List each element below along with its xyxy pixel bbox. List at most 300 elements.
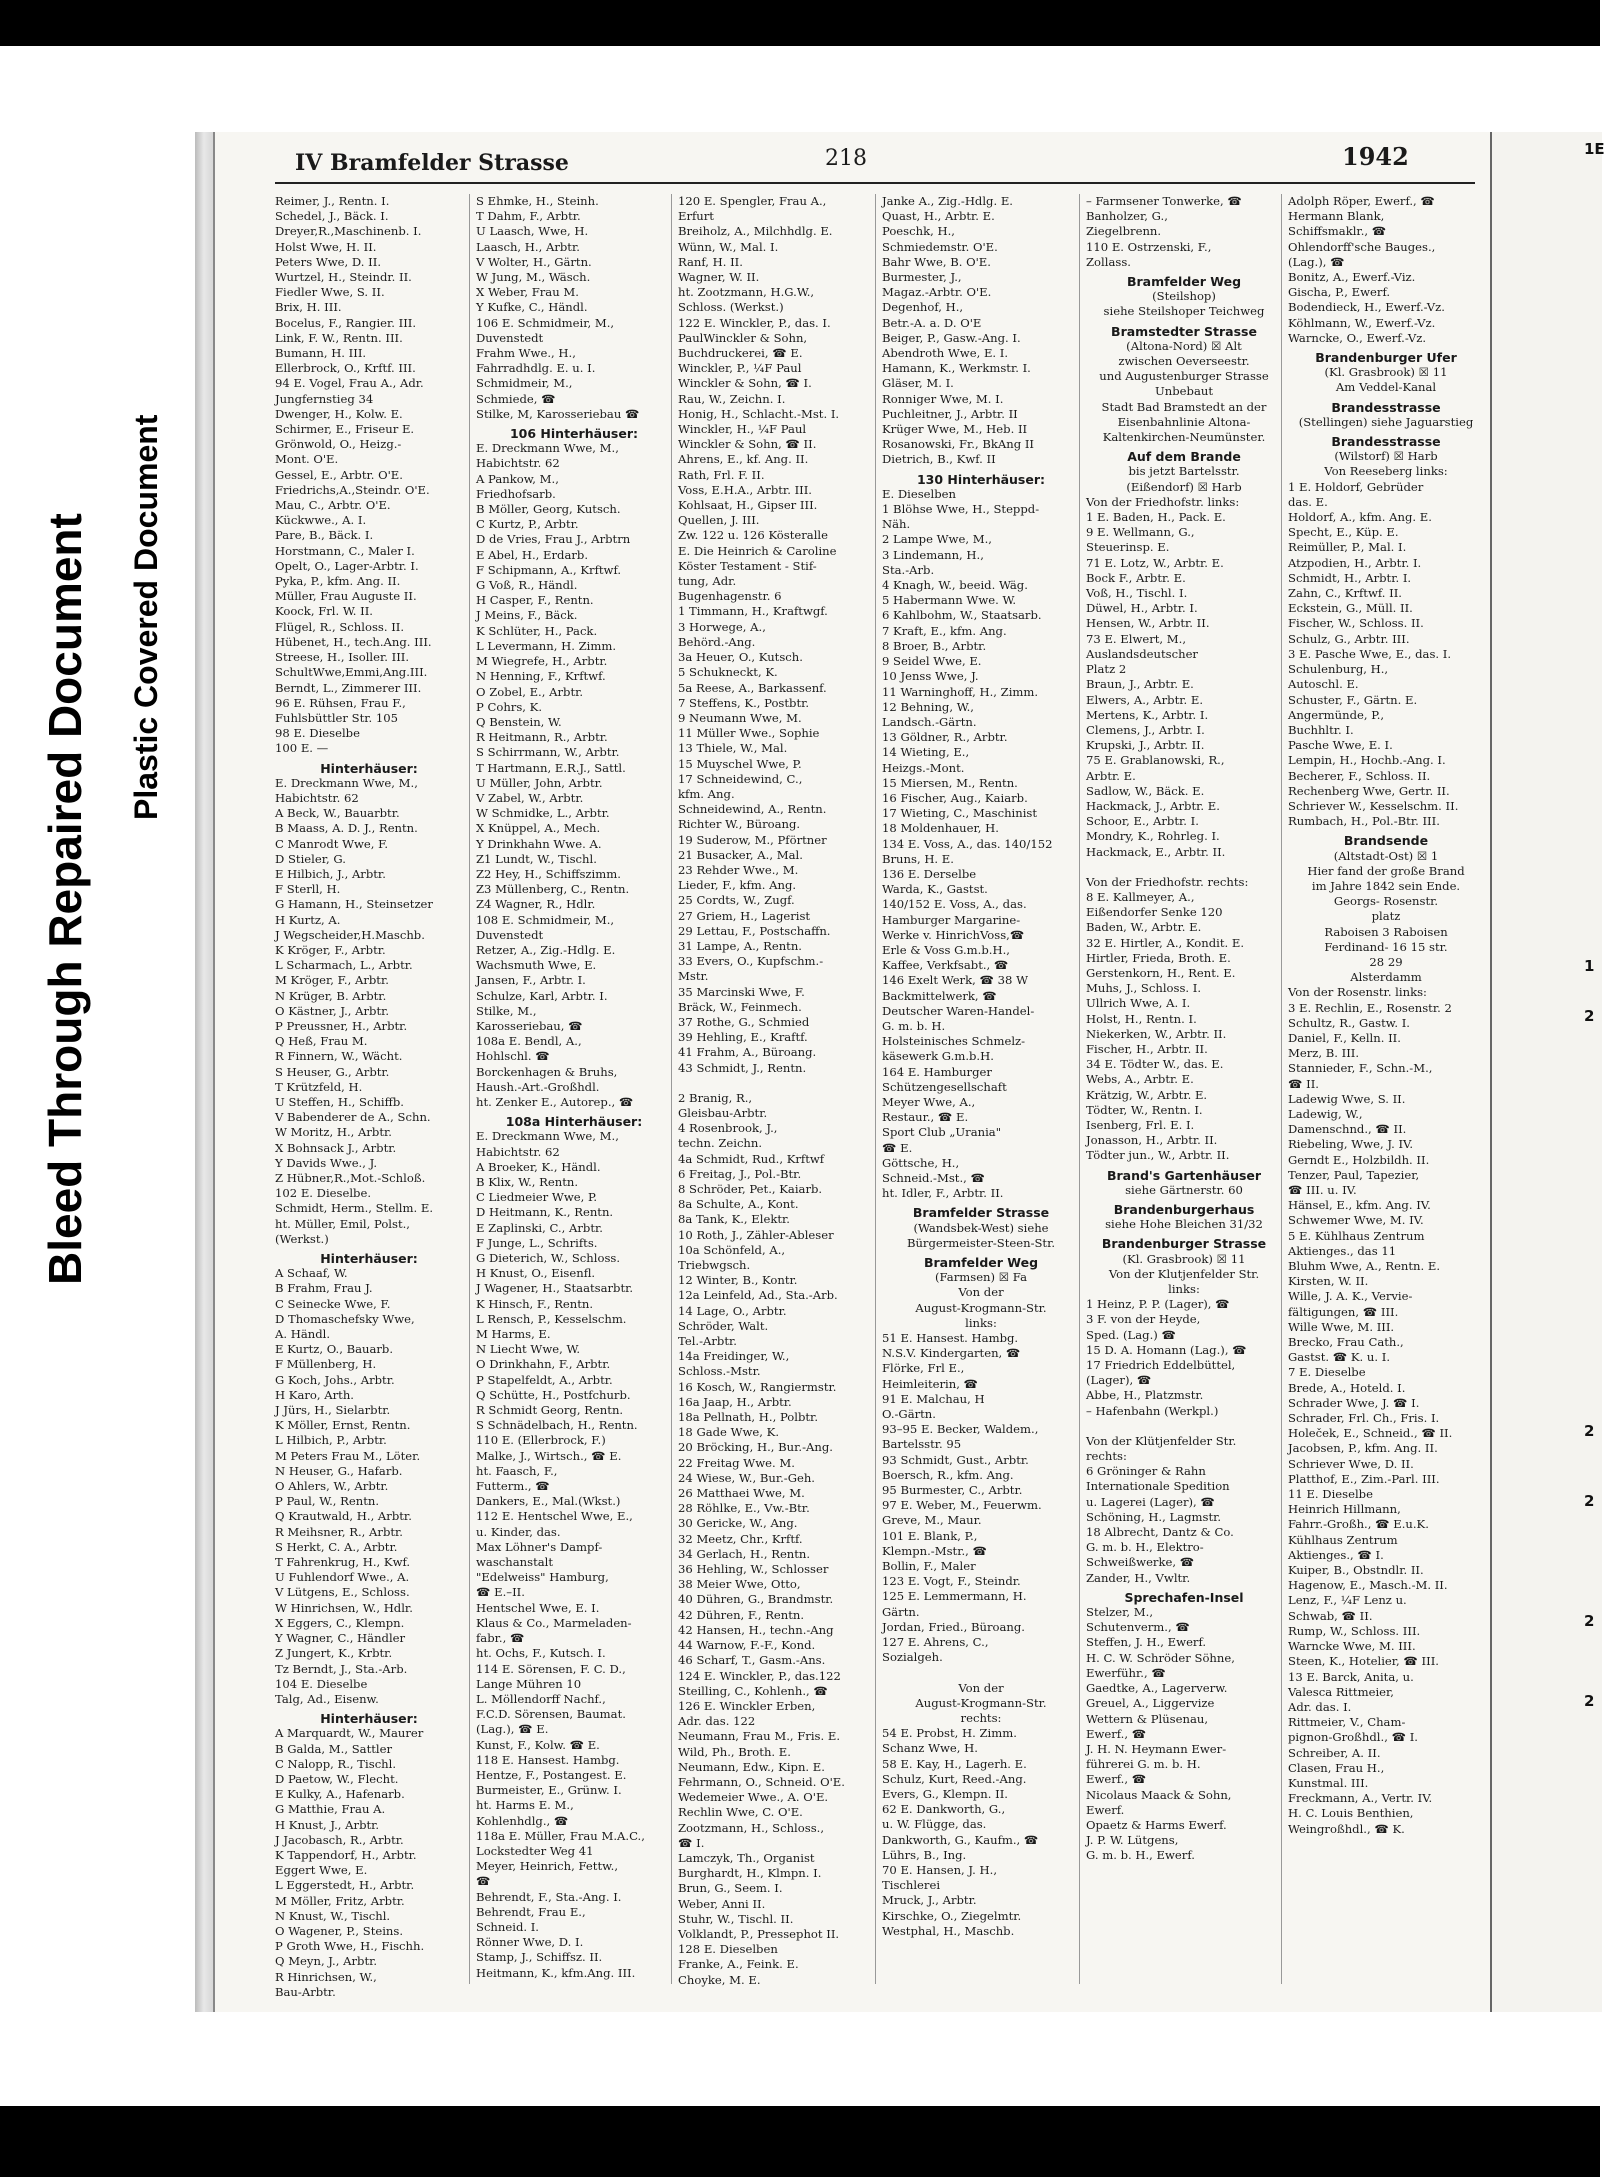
- directory-entry: Kunstmal. III.: [1288, 1775, 1369, 1790]
- directory-entry: (Wilstorf) ☒ Harb: [1334, 449, 1438, 464]
- directory-entry: 114 E. Sörensen, F. C. D.,: [476, 1661, 626, 1676]
- directory-entry: N.S.V. Kindergarten, ☎: [882, 1346, 1021, 1361]
- directory-entry: Tödter jun., W., Arbtr. II.: [1086, 1148, 1230, 1163]
- directory-entry: Stilke, M.,: [476, 1003, 537, 1018]
- directory-entry: Aktienges., ☎ I.: [1288, 1547, 1384, 1562]
- street-heading: Brandsende: [1343, 833, 1429, 849]
- directory-entry: Opelt, O., Lager-Arbtr. I.: [275, 558, 419, 573]
- directory-entry: Steilling, C., Kohlenh., ☎: [678, 1683, 828, 1698]
- directory-entry: 18 Albrecht, Dantz & Co.: [1086, 1525, 1234, 1540]
- street-heading: Auf dem Brande: [1127, 449, 1241, 465]
- directory-entry: Betr.-A. a. D. O'E: [882, 315, 982, 330]
- column-5: [1079, 194, 1282, 1984]
- directory-entry: Ohlendorff'sche Bauges.,: [1288, 239, 1436, 254]
- directory-entry: Weber, Anni II.: [678, 1896, 766, 1911]
- directory-entry: Jordan, Fried., Büroang.: [882, 1619, 1025, 1634]
- directory-entry: ht. Harms E. M.,: [476, 1798, 574, 1813]
- column-6: [1281, 194, 1484, 1984]
- directory-entry: 6 Kahlbohm, W., Staatsarb.: [882, 608, 1042, 623]
- directory-entry: C Kurtz, P., Arbtr.: [476, 517, 579, 532]
- directory-entry: – Farmsener Tonwerke, ☎: [1086, 194, 1242, 208]
- directory-entry: Freckmann, A., Vertr. IV.: [1288, 1791, 1433, 1806]
- directory-entry: S Schnädelbach, H., Rentn.: [476, 1418, 638, 1433]
- directory-entry: 108 E. Schmidmeir, M.,: [476, 912, 615, 927]
- directory-entry: Brede, A., Hoteld. I.: [1288, 1380, 1406, 1395]
- directory-entry: 5a Reese, A., Barkassenf.: [678, 680, 827, 695]
- directory-entry: Mau, C., Arbtr. O'E.: [275, 498, 391, 513]
- directory-entry: 34 Gerlach, H., Rentn.: [678, 1546, 811, 1561]
- directory-entry: 41 Frahm, A., Büroang.: [678, 1045, 817, 1060]
- directory-entry: 100 E. —: [275, 741, 329, 756]
- directory-entry: Kaltenkirchen-Neumünster.: [1102, 430, 1266, 445]
- directory-page: [213, 132, 1490, 2012]
- directory-entry: U Müller, John, Arbtr.: [476, 775, 603, 790]
- directory-entry: 15 Muyschel Wwe, P.: [678, 756, 802, 771]
- directory-entry: Rosanowski, Fr., BkAng II: [882, 437, 1035, 452]
- directory-entry: G Voß, R., Händl.: [476, 578, 578, 593]
- directory-entry: Jacobsen, P., kfm. Ang. II.: [1288, 1441, 1438, 1456]
- directory-entry: W Jung, M., Wäsch.: [476, 270, 591, 285]
- directory-entry: 18 Gade Wwe, K.: [678, 1425, 779, 1440]
- directory-entry: Webs, A., Arbtr. E.: [1086, 1072, 1194, 1087]
- directory-entry: Kückwwe., A. I.: [275, 513, 367, 528]
- directory-entry: Bock F., Arbtr. E.: [1086, 570, 1186, 585]
- directory-entry: 6 Gröninger & Rahn: [1086, 1464, 1206, 1479]
- directory-entry: Rath, Frl. F. II.: [678, 467, 765, 482]
- directory-entry: 12a Leinfeld, Ad., Sta.-Arb.: [678, 1288, 838, 1303]
- directory-entry: Mondry, K., Rohrleg. I.: [1086, 829, 1220, 844]
- directory-entry: 123 E. Vogt, F., Steindr.: [882, 1574, 1021, 1589]
- directory-entry: Gaedtke, A., Lagerverw.: [1086, 1681, 1228, 1696]
- directory-entry: ht. Zootzmann, H.G.W.,: [678, 285, 815, 300]
- directory-entry: (Altstadt-Ost) ☒ 1: [1333, 848, 1439, 863]
- directory-entry: Köster Testament - Stif-: [678, 558, 817, 573]
- directory-entry: "Edelweiss" Hamburg,: [476, 1570, 609, 1585]
- directory-entry: führerei G. m. b. H.: [1086, 1757, 1201, 1772]
- directory-entry: 33 Evers, O., Kupfschm.-: [678, 954, 824, 969]
- directory-entry: 34 E. Tödter W., das. E.: [1086, 1057, 1224, 1072]
- directory-entry: 11 Müller Wwe., Sophie: [678, 726, 820, 741]
- directory-entry: Schneid.-Mst., ☎: [882, 1171, 985, 1185]
- directory-entry: E. Dreckmann Wwe, M.,: [476, 1129, 619, 1144]
- directory-entry: V Wolter, H., Gärtn.: [476, 254, 592, 269]
- directory-entry: A Pankow, M.,: [476, 471, 559, 486]
- directory-entry: Alsterdamm: [1350, 970, 1422, 985]
- directory-entry: (Lag.), ☎: [1288, 254, 1345, 269]
- directory-entry: Z2 Hey, H., Schiffszimm.: [476, 866, 621, 881]
- directory-entry: E. Die Heinrich & Caroline: [678, 543, 837, 558]
- directory-entry: 15 Miersen, M., Rentn.: [882, 775, 1018, 790]
- directory-entry: Krüger Wwe, M., Heb. II: [882, 422, 1028, 437]
- directory-entry: Stuhr, W., Tischl. II.: [678, 1911, 794, 1926]
- directory-entry: M Harms, E.: [476, 1327, 551, 1342]
- directory-entry: Angermünde, P.,: [1288, 707, 1385, 722]
- directory-entry: u. Lagerei (Lager), ☎: [1086, 1494, 1215, 1509]
- directory-entry: Bollin, F., Maler: [882, 1559, 976, 1574]
- directory-entry: Y Kufke, C., Händl.: [476, 300, 588, 315]
- directory-entry: Zollass.: [1086, 254, 1131, 269]
- directory-entry: T Dahm, F., Arbtr.: [476, 209, 581, 224]
- directory-entry: Kohlenhdlg., ☎: [476, 1813, 569, 1828]
- directory-entry: Pyka, P., kfm. Ang. II.: [275, 574, 401, 589]
- directory-entry: Sped. (Lag.) ☎: [1086, 1327, 1176, 1342]
- street-heading: Brand's Gartenhäuser: [1106, 1167, 1262, 1183]
- bleed-through-label: Bleed Through Repaired Document: [39, 513, 91, 1285]
- directory-entry: Schneid. I.: [476, 1919, 539, 1934]
- directory-entry: Von der Rosenstr. links:: [1288, 985, 1427, 1000]
- edge-mark: 2: [1584, 1612, 1595, 1630]
- directory-entry: F Sterll, H.: [275, 882, 341, 897]
- directory-entry: Eisenbahnlinie Altona-: [1117, 414, 1251, 429]
- directory-entry: 17 Schneidewind, C.,: [678, 771, 803, 786]
- directory-entry: Wagner, W. II.: [678, 270, 760, 285]
- directory-entry: Retzer, A., Zig.-Hdlg. E.: [476, 942, 616, 957]
- directory-entry: Hensen, W., Arbtr. II.: [1086, 616, 1210, 631]
- directory-entry: Honig, H., Schlacht.-Mst. I.: [678, 406, 840, 421]
- edge-mark: 2: [1584, 1007, 1595, 1025]
- street-heading: Brandenburger Strasse: [1101, 1236, 1267, 1252]
- directory-entry: K Hinsch, F., Rentn.: [476, 1296, 594, 1311]
- directory-entry: L Hilbich, P., Arbtr.: [275, 1433, 387, 1448]
- directory-entry: Jungfernstieg 34: [275, 391, 374, 406]
- directory-entry: Koock, Frl. W. II.: [275, 604, 373, 619]
- directory-entry: R Heitmann, R., Arbtr.: [476, 730, 608, 745]
- directory-entry: 4 Knagh, W., beeid. Wäg.: [882, 578, 1028, 593]
- directory-entry: Kirsten, W. II.: [1288, 1274, 1369, 1289]
- directory-entry: Von der: [958, 1285, 1004, 1300]
- directory-entry: R Finnern, W., Wächt.: [275, 1049, 403, 1064]
- directory-entry: Hamburger Margarine-: [882, 912, 1021, 927]
- directory-entry: Tischlerei: [882, 1878, 941, 1893]
- directory-entry: D Heitmann, K., Rentn.: [476, 1205, 614, 1220]
- directory-entry: [882, 1666, 1080, 1681]
- directory-entry: 42 Dühren, F., Rentn.: [678, 1607, 805, 1622]
- directory-entry: Holeček, E., Schneid., ☎ II.: [1288, 1426, 1453, 1441]
- directory-entry: 62 E. Dankworth, G.,: [882, 1802, 1006, 1817]
- directory-entry: Hagenow, E., Masch.-M. II.: [1288, 1578, 1448, 1593]
- directory-entry: M Wiegrefe, H., Arbtr.: [476, 654, 608, 669]
- directory-entry: Zahn, C., Krftwf. II.: [1288, 586, 1402, 601]
- page-header: [215, 132, 1490, 184]
- directory-entry: Raboisen 3 Raboisen: [1324, 924, 1448, 939]
- directory-entry: Grönwold, O., Heizg.-: [275, 437, 402, 452]
- directory-entry: Brun, G., Seem. I.: [678, 1881, 783, 1896]
- directory-entry: Hübenet, H., tech.Ang. III.: [275, 634, 432, 649]
- directory-entry: D Stieler, G.: [275, 851, 346, 866]
- directory-entry: Quast, H., Arbtr. E.: [882, 209, 995, 224]
- directory-entry: Bräck, W., Feinmech.: [678, 999, 802, 1014]
- directory-entry: X Knüppel, A., Mech.: [476, 821, 601, 836]
- directory-entry: Tödter, W., Rentn. I.: [1086, 1102, 1203, 1117]
- directory-entry: Schriever W., Kesselschm. II.: [1288, 798, 1459, 813]
- directory-entry: Reimer, J., Rentn. I.: [275, 194, 390, 208]
- directory-entry: ☎: [476, 1874, 491, 1889]
- directory-entry: Lange Mühren 10: [476, 1676, 582, 1691]
- directory-entry: Von der Klütjenfelder Str.: [1086, 1433, 1237, 1448]
- directory-entry: Deutscher Waren-Handel-: [882, 1003, 1035, 1018]
- directory-entry: H Knust, O., Eisenfl.: [476, 1266, 596, 1281]
- directory-entry: Schloss.-Mstr.: [678, 1364, 761, 1379]
- directory-entry: fabr., ☎: [476, 1631, 525, 1646]
- street-heading: Bramstedter Strasse: [1111, 323, 1257, 339]
- directory-entry: Mstr.: [678, 969, 709, 984]
- directory-entry: Heitmann, K., kfm.Ang. III.: [476, 1965, 636, 1980]
- directory-entry: 125 E. Lemmermann, H.: [882, 1589, 1027, 1604]
- directory-entry: Horstmann, C., Maler I.: [275, 543, 415, 558]
- directory-entry: Schedel, J., Bäck. I.: [275, 209, 389, 224]
- directory-entry: 11 Warninghoff, H., Zimm.: [882, 684, 1039, 699]
- directory-entry: L Rensch, P., Kesselschm.: [476, 1311, 627, 1326]
- directory-entry: Berndt, L., Zimmerer III.: [275, 680, 422, 695]
- directory-entry: Von der: [958, 1680, 1004, 1695]
- directory-entry: Evers, G., Klempn. II.: [882, 1786, 1008, 1801]
- directory-entry: Eckstein, G., Müll. II.: [1288, 601, 1413, 616]
- directory-entry: 120 E. Spengler, Frau A.,: [678, 194, 827, 208]
- directory-entry: K Kröger, F., Arbtr.: [275, 942, 386, 957]
- directory-entry: 27 Griem, H., Lagerist: [678, 908, 811, 923]
- directory-entry: Kuiper, B., Obstndlr. II.: [1288, 1563, 1424, 1578]
- directory-entry: G. m. b. H.: [882, 1018, 946, 1033]
- directory-entry: Schneidewind, A., Rentn.: [678, 802, 827, 817]
- directory-entry: Tel.-Arbtr.: [678, 1334, 737, 1349]
- directory-entry: Schweißwerke, ☎: [1086, 1555, 1195, 1570]
- directory-entry: und Augustenburger Strasse: [1099, 369, 1269, 384]
- directory-entry: Rumbach, H., Pol.-Btr. III.: [1288, 814, 1440, 829]
- directory-entry: 14a Freidinger, W.,: [678, 1349, 790, 1364]
- street-heading: 130 Hinterhäuser:: [916, 471, 1046, 487]
- directory-entry: Bluhm Wwe, A., Rentn. E.: [1288, 1259, 1441, 1274]
- directory-entry: Meyer, Heinrich, Fettw.,: [476, 1859, 619, 1874]
- directory-entry: Holsteinisches Schmelz-: [882, 1034, 1026, 1049]
- directory-entry: Ewerf., ☎: [1086, 1726, 1147, 1741]
- plastic-covered-label: Plastic Covered Document: [128, 414, 164, 820]
- directory-entry: W Schmidke, L., Arbtr.: [476, 806, 610, 821]
- column-4: [875, 194, 1080, 1984]
- directory-entry: 14 Wieting, E.,: [882, 745, 970, 760]
- directory-entry: Janke A., Zig.-Hdlg. E.: [882, 194, 1013, 208]
- directory-entry: 7 Steffens, K., Postbtr.: [678, 695, 810, 710]
- directory-entry: E Kulky, A., Hafenarb.: [275, 1787, 405, 1802]
- directory-entry: Bau-Arbtr.: [275, 1984, 336, 1999]
- directory-entry: Wille Wwe, M. III.: [1288, 1319, 1395, 1334]
- directory-entry: 126 E. Winckler Erben,: [678, 1698, 816, 1713]
- directory-entry: 30 Gericke, W., Ang.: [678, 1516, 798, 1531]
- directory-entry: Hohlschl. ☎: [476, 1049, 550, 1064]
- directory-entry: 4a Schmidt, Rud., Krftwf: [678, 1151, 825, 1166]
- directory-entry: rechts:: [960, 1710, 1002, 1725]
- directory-entry: Eggert Wwe, E.: [275, 1863, 368, 1878]
- directory-entry: 146 Exelt Werk, ☎ 38 W: [882, 973, 1028, 988]
- directory-entry: Behörd.-Ang.: [678, 634, 756, 649]
- directory-entry: 21 Busacker, A., Mal.: [678, 847, 803, 862]
- edge-mark: 1E: [1584, 140, 1605, 158]
- directory-entry: (Farmsen) ☒ Fa: [935, 1270, 1027, 1285]
- directory-entry: Z4 Wagner, R., Hdlr.: [476, 897, 596, 912]
- directory-entry: Mertens, K., Arbtr. I.: [1086, 707, 1209, 722]
- directory-entry: (Stellingen) siehe Jaguarstieg: [1298, 414, 1474, 429]
- directory-entry: Z Jungert, K., Krbtr.: [275, 1646, 393, 1661]
- directory-entry: Winckler & Sohn, ☎ I.: [678, 376, 812, 391]
- directory-entry: G Dieterich, W., Schloss.: [476, 1251, 621, 1266]
- directory-entry: 28 Röhlke, E., Vw.-Btr.: [678, 1501, 810, 1516]
- directory-entry: Werke v. HinrichVoss,☎: [882, 927, 1025, 942]
- directory-entry: Schirmer, E., Friseur E.: [275, 422, 415, 437]
- directory-entry: 140/152 E. Voss, A., das.: [882, 897, 1027, 912]
- directory-entry: Burmester, J.,: [882, 270, 962, 285]
- directory-entry: L Eggerstedt, H., Arbtr.: [275, 1878, 415, 1893]
- directory-entry: O Ahlers, W., Arbtr.: [275, 1479, 389, 1494]
- directory-entry: Gärtn.: [882, 1604, 920, 1619]
- directory-entry: ☎ E.–II.: [476, 1585, 525, 1600]
- directory-entry: links:: [1168, 1282, 1200, 1297]
- directory-entry: 25 Cordts, W., Zugf.: [678, 893, 795, 908]
- directory-entry: B Galda, M., Sattler: [275, 1741, 393, 1756]
- directory-entry: 43 Schmidt, J., Rentn.: [678, 1060, 807, 1075]
- directory-entry: 20 Bröcking, H., Bur.-Ang.: [678, 1440, 833, 1455]
- directory-entry: Quellen, J. III.: [678, 513, 760, 528]
- directory-entry: tung, Adr.: [678, 574, 737, 589]
- directory-entry: Baden, W., Arbtr. E.: [1086, 920, 1202, 935]
- directory-entry: Hentze, F., Postangest. E.: [476, 1767, 627, 1782]
- directory-entry: 8 E. Kallmeyer, A.,: [1086, 889, 1195, 904]
- directory-entry: V Zabel, W., Arbtr.: [476, 790, 584, 805]
- directory-entry: Wille, J. A. K., Vervie-: [1288, 1289, 1413, 1304]
- directory-entry: Internationale Spedition: [1086, 1479, 1230, 1494]
- directory-entry: Klempn.-Mstr., ☎: [882, 1543, 987, 1558]
- directory-entry: 102 E. Dieselbe.: [275, 1186, 371, 1201]
- directory-entry: Duvenstedt: [476, 927, 544, 942]
- directory-entry: 18 Moldenhauer, H.: [882, 821, 999, 836]
- directory-entry: H Karo, Arth.: [275, 1387, 354, 1402]
- directory-entry: Westphal, H., Maschb.: [882, 1923, 1015, 1938]
- next-page-edge: [1490, 132, 1605, 2012]
- directory-entry: Schwemer Wwe, M. IV.: [1288, 1213, 1424, 1228]
- directory-entry: Burghardt, H., Klmpn. I.: [678, 1866, 822, 1881]
- directory-entry: 12 Winter, B., Kontr.: [678, 1273, 798, 1288]
- directory-entry: Poeschk, H.,: [882, 224, 955, 239]
- directory-entry: Fischer, H., Arbtr. II.: [1086, 1041, 1208, 1056]
- directory-entry: Bugenhagenstr. 6: [678, 589, 782, 604]
- directory-entry: Müller, Frau Auguste II.: [275, 589, 417, 604]
- directory-entry: 70 E. Hansen, J. H.,: [882, 1862, 998, 1877]
- directory-entry: Beiger, P., Gasw.-Ang. I.: [882, 330, 1021, 345]
- directory-entry: 97 E. Weber, M., Feuerwm.: [882, 1498, 1042, 1513]
- directory-entry: Hirtler, Frieda, Broth. E.: [1086, 950, 1231, 965]
- directory-entry: Friedhofsarb.: [476, 486, 556, 501]
- directory-entry: 118 E. Hansest. Hambg.: [476, 1752, 620, 1767]
- directory-entry: J Jürs, H., Sielarbtr.: [275, 1403, 391, 1418]
- edge-mark: 2: [1584, 1692, 1595, 1710]
- directory-entry: 93–95 E. Becker, Waldem.,: [882, 1422, 1039, 1437]
- directory-entry: M Kröger, F., Arbtr.: [275, 973, 389, 988]
- directory-entry: Mruck, J., Arbtr.: [882, 1893, 977, 1908]
- directory-entry: E. Dreckmann Wwe, M.,: [275, 775, 418, 790]
- directory-entry: 106 E. Schmidmeir, M.,: [476, 315, 615, 330]
- directory-entry: Valesca Rittmeier,: [1288, 1684, 1394, 1699]
- directory-entry: Ewerf., ☎: [1086, 1772, 1147, 1787]
- directory-entry: Puchleitner, J., Arbtr. II: [882, 406, 1018, 421]
- directory-entry: Schutenverm., ☎: [1086, 1620, 1190, 1635]
- directory-entry: siehe Hohe Bleichen 31/32: [1105, 1217, 1263, 1232]
- directory-entry: Warncke Wwe, M. III.: [1288, 1639, 1416, 1654]
- directory-entry: Banholzer, G.,: [1086, 209, 1168, 224]
- directory-entry: Riebeling, Wwe, J. IV.: [1288, 1137, 1414, 1152]
- directory-entry: Mont. O'E.: [275, 452, 339, 467]
- directory-entry: 127 E. Ahrens, C.,: [882, 1635, 989, 1650]
- directory-entry: 1 E. Baden, H., Pack. E.: [1086, 510, 1226, 525]
- directory-entry: links:: [965, 1315, 997, 1330]
- directory-entry: ht. Idler, F., Arbtr. II.: [882, 1186, 1004, 1201]
- directory-entry: G Koch, Johs., Arbtr.: [275, 1372, 395, 1387]
- street-heading: Hinterhäuser:: [320, 760, 418, 776]
- directory-entry: Sadlow, W., Bäck. E.: [1086, 783, 1205, 798]
- directory-entry: 28 29: [1369, 954, 1403, 969]
- directory-entry: 23 Rehder Wwe., M.: [678, 862, 799, 877]
- directory-entry: 4 Rosenbrook, J.,: [678, 1121, 778, 1136]
- directory-entry: 24 Wiese, W., Bur.-Geh.: [678, 1470, 815, 1485]
- directory-entry: Streese, H., Isoller. III.: [275, 650, 410, 665]
- directory-entry: Fiedler Wwe, S. II.: [275, 285, 385, 300]
- edge-mark: 2: [1584, 1492, 1595, 1510]
- directory-entry: 2 Branig, R.,: [678, 1090, 753, 1105]
- street-heading: Hinterhäuser:: [320, 1711, 418, 1727]
- directory-entry: 128 E. Dieselben: [678, 1942, 778, 1957]
- directory-entry: G. m. b. H., Elektro-: [1086, 1540, 1204, 1555]
- directory-entry: Z3 Müllenberg, C., Rentn.: [476, 882, 630, 897]
- directory-entry: G. m. b. H., Ewerf.: [1086, 1848, 1195, 1863]
- directory-entry: 8 Broer, B., Arbtr.: [882, 638, 987, 653]
- street-heading: Bramfelder Strasse: [912, 1205, 1050, 1221]
- directory-entry: O Drinkhahn, F., Arbtr.: [476, 1357, 611, 1372]
- directory-entry: Magaz.-Arbtr. O'E.: [882, 285, 992, 300]
- directory-entry: Bruns, H. E.: [882, 851, 954, 866]
- directory-entry: Ewerf.: [1086, 1802, 1125, 1817]
- directory-entry: X Eggers, C., Klempn.: [275, 1615, 405, 1630]
- directory-entry: Schrader Wwe, J. ☎ I.: [1288, 1395, 1420, 1410]
- directory-entry: H. C. W. Schröder Söhne,: [1086, 1650, 1235, 1665]
- directory-entry: Jansen, F., Arbtr. I.: [476, 973, 586, 988]
- directory-entry: A Schaaf, W.: [275, 1266, 348, 1281]
- directory-entry: Hackmack, E., Arbtr. II.: [1086, 844, 1226, 859]
- directory-entry: Greve, M., Maur.: [882, 1513, 982, 1528]
- street-heading: Brandenburgerhaus: [1113, 1202, 1255, 1217]
- directory-entry: J. P. W. Lütgens,: [1086, 1833, 1179, 1848]
- directory-entry: Greuel, A., Liggervize: [1086, 1696, 1215, 1711]
- directory-entry: 1 Timmann, H., Kraftwgf.: [678, 604, 828, 619]
- scan-border-bottom: [0, 2106, 1600, 2177]
- directory-entry: W Hinrichsen, W., Hdlr.: [275, 1600, 413, 1615]
- directory-entry: Richter W., Büroang.: [678, 817, 801, 832]
- directory-entry: 1 Heinz, P. P. (Lager), ☎: [1086, 1297, 1230, 1312]
- directory-entry: 10a Schönfeld, A.,: [678, 1242, 786, 1257]
- directory-entry: Winckler & Sohn, ☎ II.: [678, 437, 817, 452]
- directory-entry: Gerstenkorn, H., Rent. E.: [1086, 965, 1236, 980]
- directory-entry: Erfurt: [678, 209, 714, 224]
- directory-entry: Kunst, F., Kolw. ☎ E.: [476, 1737, 600, 1752]
- directory-entry: 38 Meier Wwe, Otto,: [678, 1577, 801, 1592]
- directory-entry: Auslandsdeutscher: [1086, 646, 1198, 661]
- directory-entry: Gessel, E., Arbtr. O'E.: [275, 467, 403, 482]
- directory-entry: Daniel, F., Kelln. II.: [1288, 1030, 1401, 1045]
- directory-entry: R Meihsner, R., Arbtr.: [275, 1524, 403, 1539]
- directory-entry: (Werkst.): [275, 1231, 329, 1246]
- directory-entry: J Wegscheider,H.Maschb.: [275, 927, 425, 942]
- directory-entry: L. Möllendorff Nachf.,: [476, 1691, 606, 1706]
- directory-entry: u. W. Flügge, das.: [882, 1817, 987, 1832]
- directory-entry: V Babenderer de A., Schn.: [275, 1110, 431, 1125]
- directory-entry: Gläser, M. I.: [882, 376, 954, 391]
- directory-entry: Z1 Lundt, W., Tischl.: [476, 851, 597, 866]
